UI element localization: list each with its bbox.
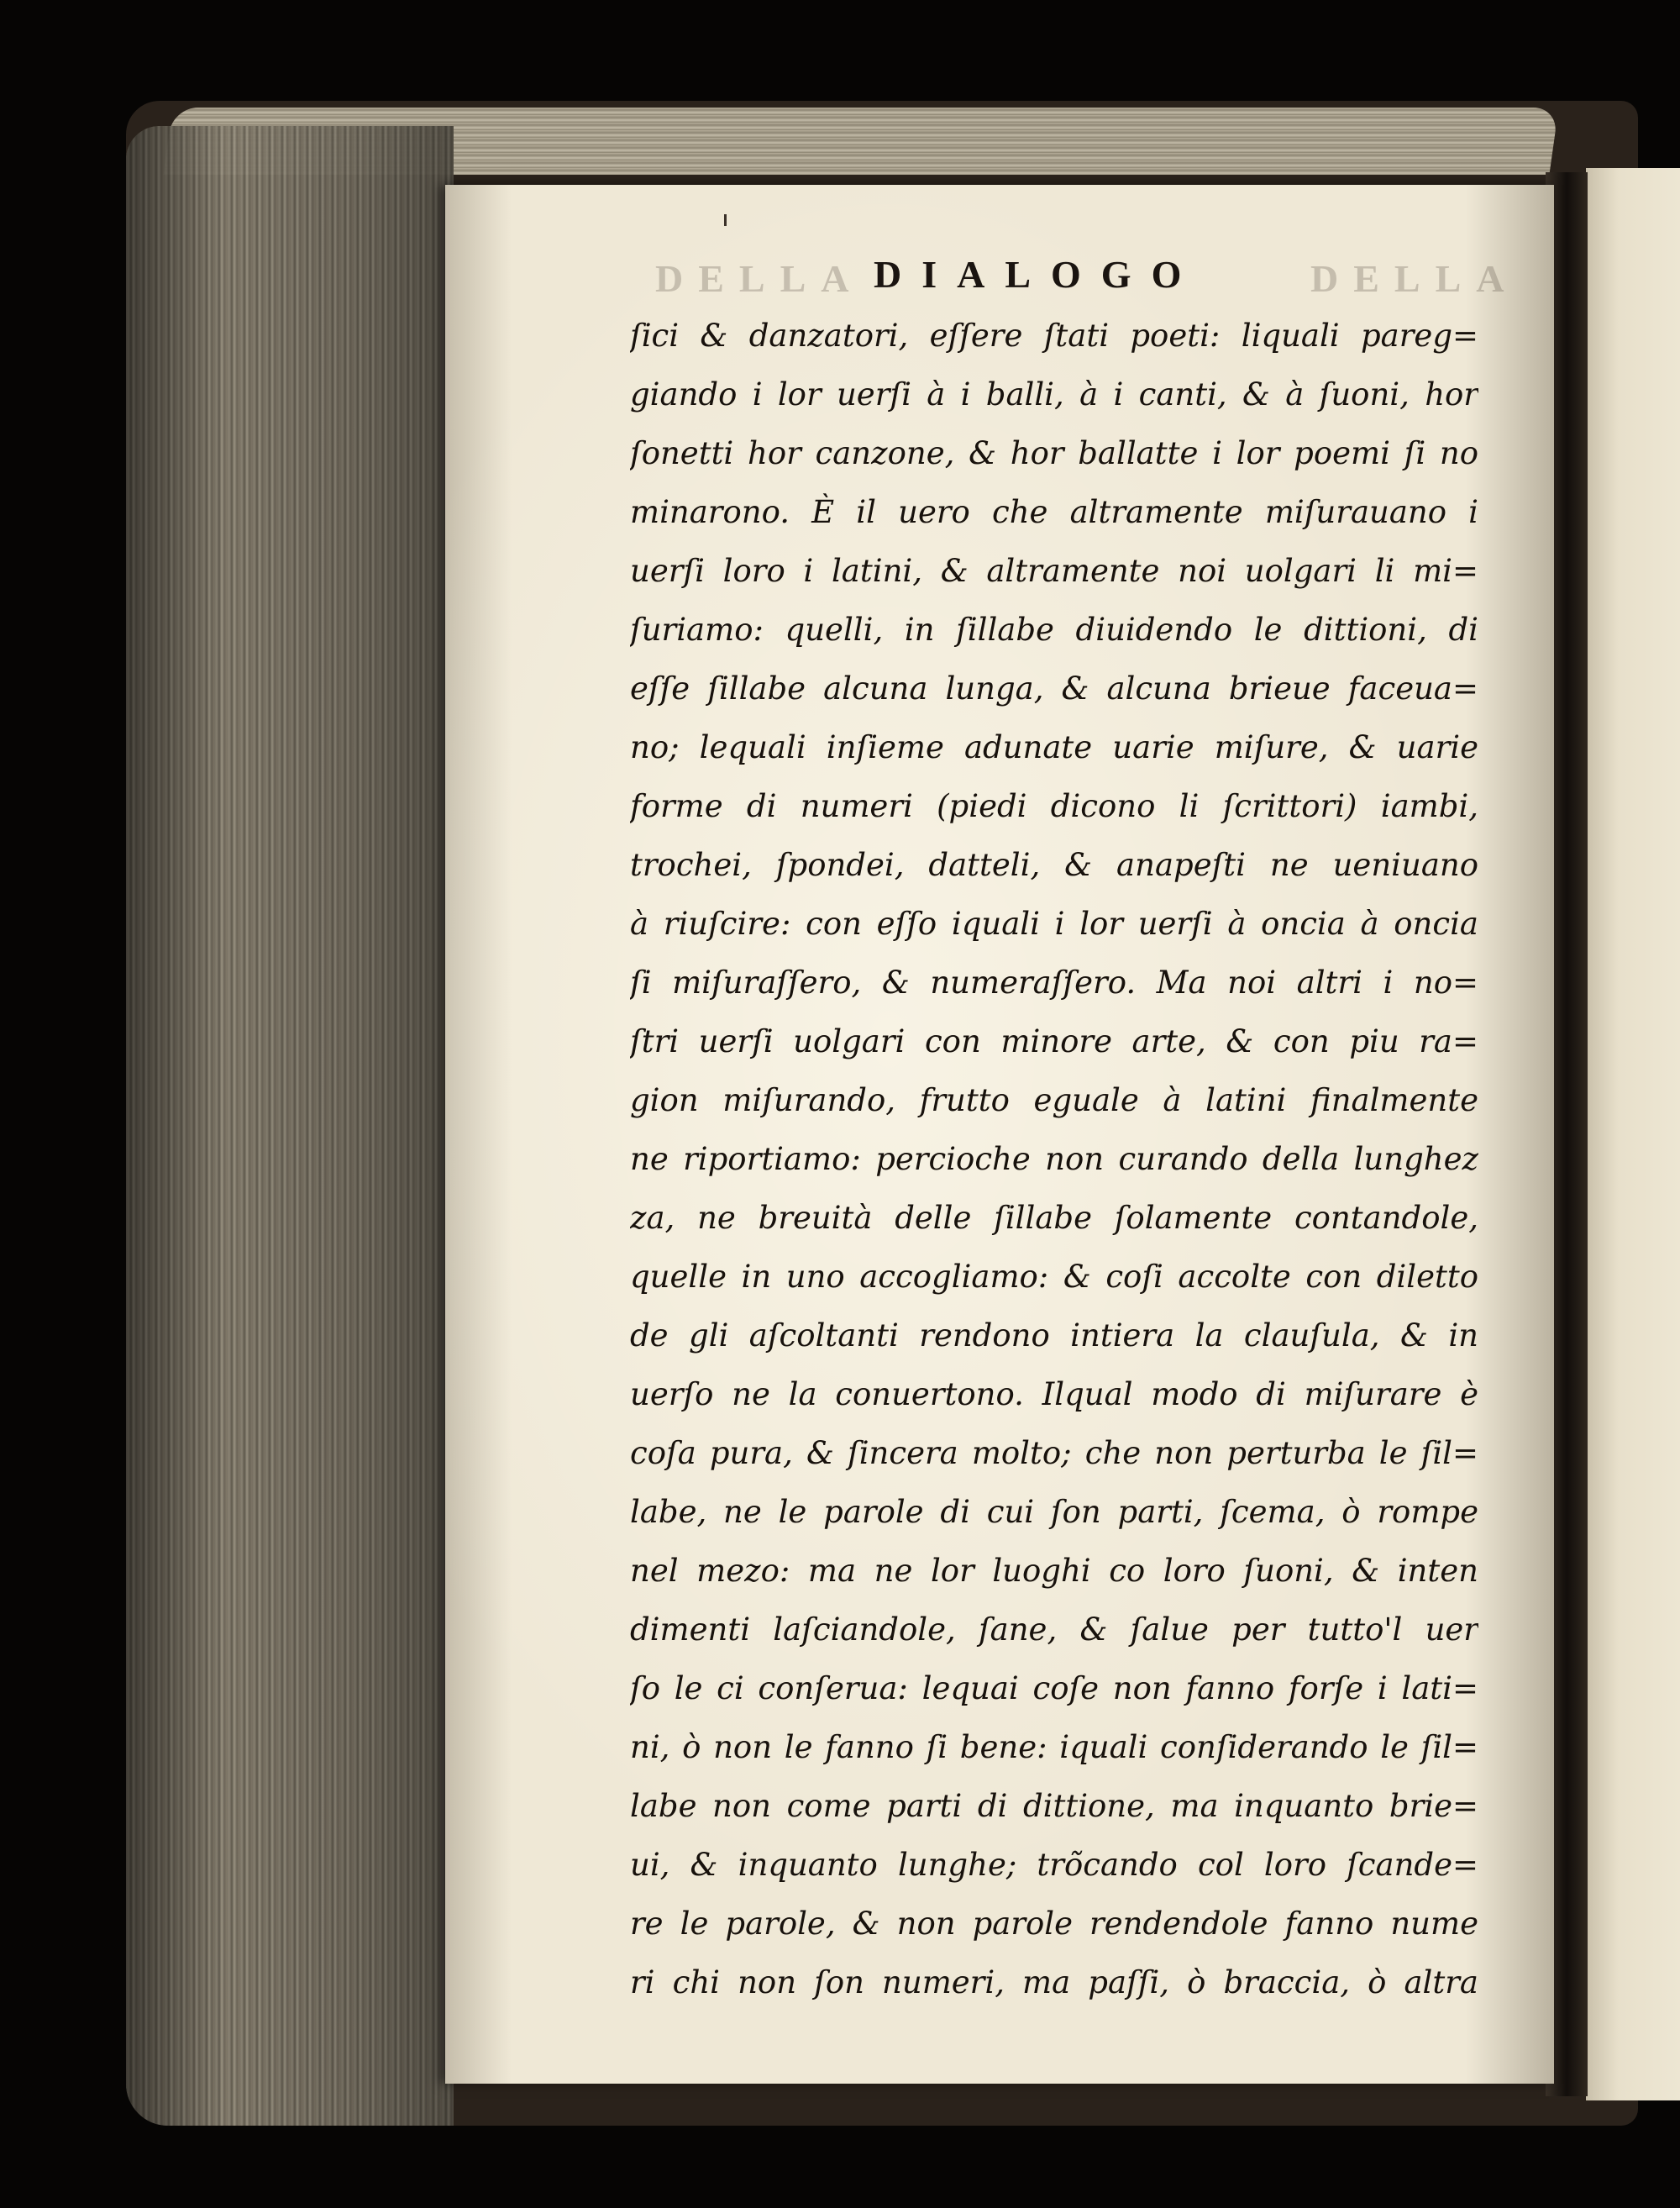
show-through-text-left: DELLA — [655, 257, 864, 300]
text-line: ſuriamo: quelli, in ſillabe diuidendo le dittioni, di — [630, 612, 1478, 648]
facing-page — [1586, 168, 1680, 2100]
text-line: giando i lor uerſi à i balli, à i canti, & à ſuoni, hor — [630, 376, 1478, 413]
text-line: labe, ne le parole di cui ſon parti, ſcema, ò rompe — [630, 1494, 1478, 1530]
text-line: ri chi non ſon numeri, ma paſſi, ò braccia, ò altra — [630, 1964, 1478, 2000]
text-line: ſonetti hor canzone, & hor ballatte i lor poemi ſi no — [630, 435, 1478, 471]
text-line: ſo le ci conſerua: lequai coſe non fanno forſe i lati= — [630, 1670, 1478, 1706]
page-edges-shadow — [126, 126, 454, 2126]
text-line: ſi miſuraſſero, & numeraſſero. Ma noi altri i no= — [630, 965, 1478, 1001]
text-line: ui, & inquanto lunghe; trõcando col loro ſcande= — [630, 1847, 1478, 1883]
text-line: labe non come parti di dittione, ma inquanto brie= — [630, 1788, 1478, 1824]
text-line: quelle in uno accogliamo: & coſi accolte con diletto — [630, 1259, 1478, 1295]
text-line: ni, ò non le fanno ſi bene: iquali conſiderando le ſil= — [630, 1729, 1478, 1765]
text-line: trochei, ſpondei, datteli, & anapeſti ne ueniuano — [630, 847, 1478, 883]
text-line: za, ne breuità delle ſillabe ſolamente contandole, — [630, 1200, 1478, 1236]
text-line: forme di numeri (piedi dicono li ſcrittori) iambi, — [630, 788, 1478, 824]
text-line: dimenti laſciandole, ſane, & ſalue per tutto'l uer — [630, 1611, 1478, 1648]
text-line: de gli aſcoltanti rendono intiera la clauſula, & in — [630, 1317, 1478, 1354]
show-through-text-right: DELLA — [1310, 257, 1520, 300]
text-line: re le parole, & non parole rendendole fanno nume — [630, 1906, 1478, 1942]
text-line: coſa pura, & ſincera molto; che non perturba le ſil= — [630, 1435, 1478, 1471]
text-line: gion miſurando, frutto eguale à latini finalmente — [630, 1082, 1478, 1118]
signature-mark — [724, 214, 727, 226]
page-text-block — [630, 307, 1478, 2012]
text-line: nel mezo: ma ne lor luoghi co loro ſuoni, & inten — [630, 1553, 1478, 1589]
text-line: eſſe ſillabe alcuna lunga, & alcuna brieue faceua= — [630, 670, 1478, 707]
text-line: no; lequali inſieme adunate uarie miſure, & uarie — [630, 729, 1478, 765]
text-line: ſtri uerſi uolgari con minore arte, & con piu ra= — [630, 1023, 1478, 1059]
text-line: minarono. È il uero che altramente miſurauano i — [630, 494, 1478, 530]
text-line: ne riportiamo: percioche non curando della lunghez — [630, 1141, 1478, 1177]
text-line: ſici & danzatori, eſſere ſtati poeti: liquali pareg= — [630, 318, 1478, 354]
text-line: uerſo ne la conuertono. Ilqual modo di miſurare è — [630, 1376, 1478, 1412]
running-head: DIALOGO — [874, 253, 1202, 296]
text-line: uerſi loro i latini, & altramente noi uolgari li mi= — [630, 553, 1478, 589]
text-line: à riuſcire: con eſſo iquali i lor uerſi à oncia à oncia — [630, 906, 1478, 942]
